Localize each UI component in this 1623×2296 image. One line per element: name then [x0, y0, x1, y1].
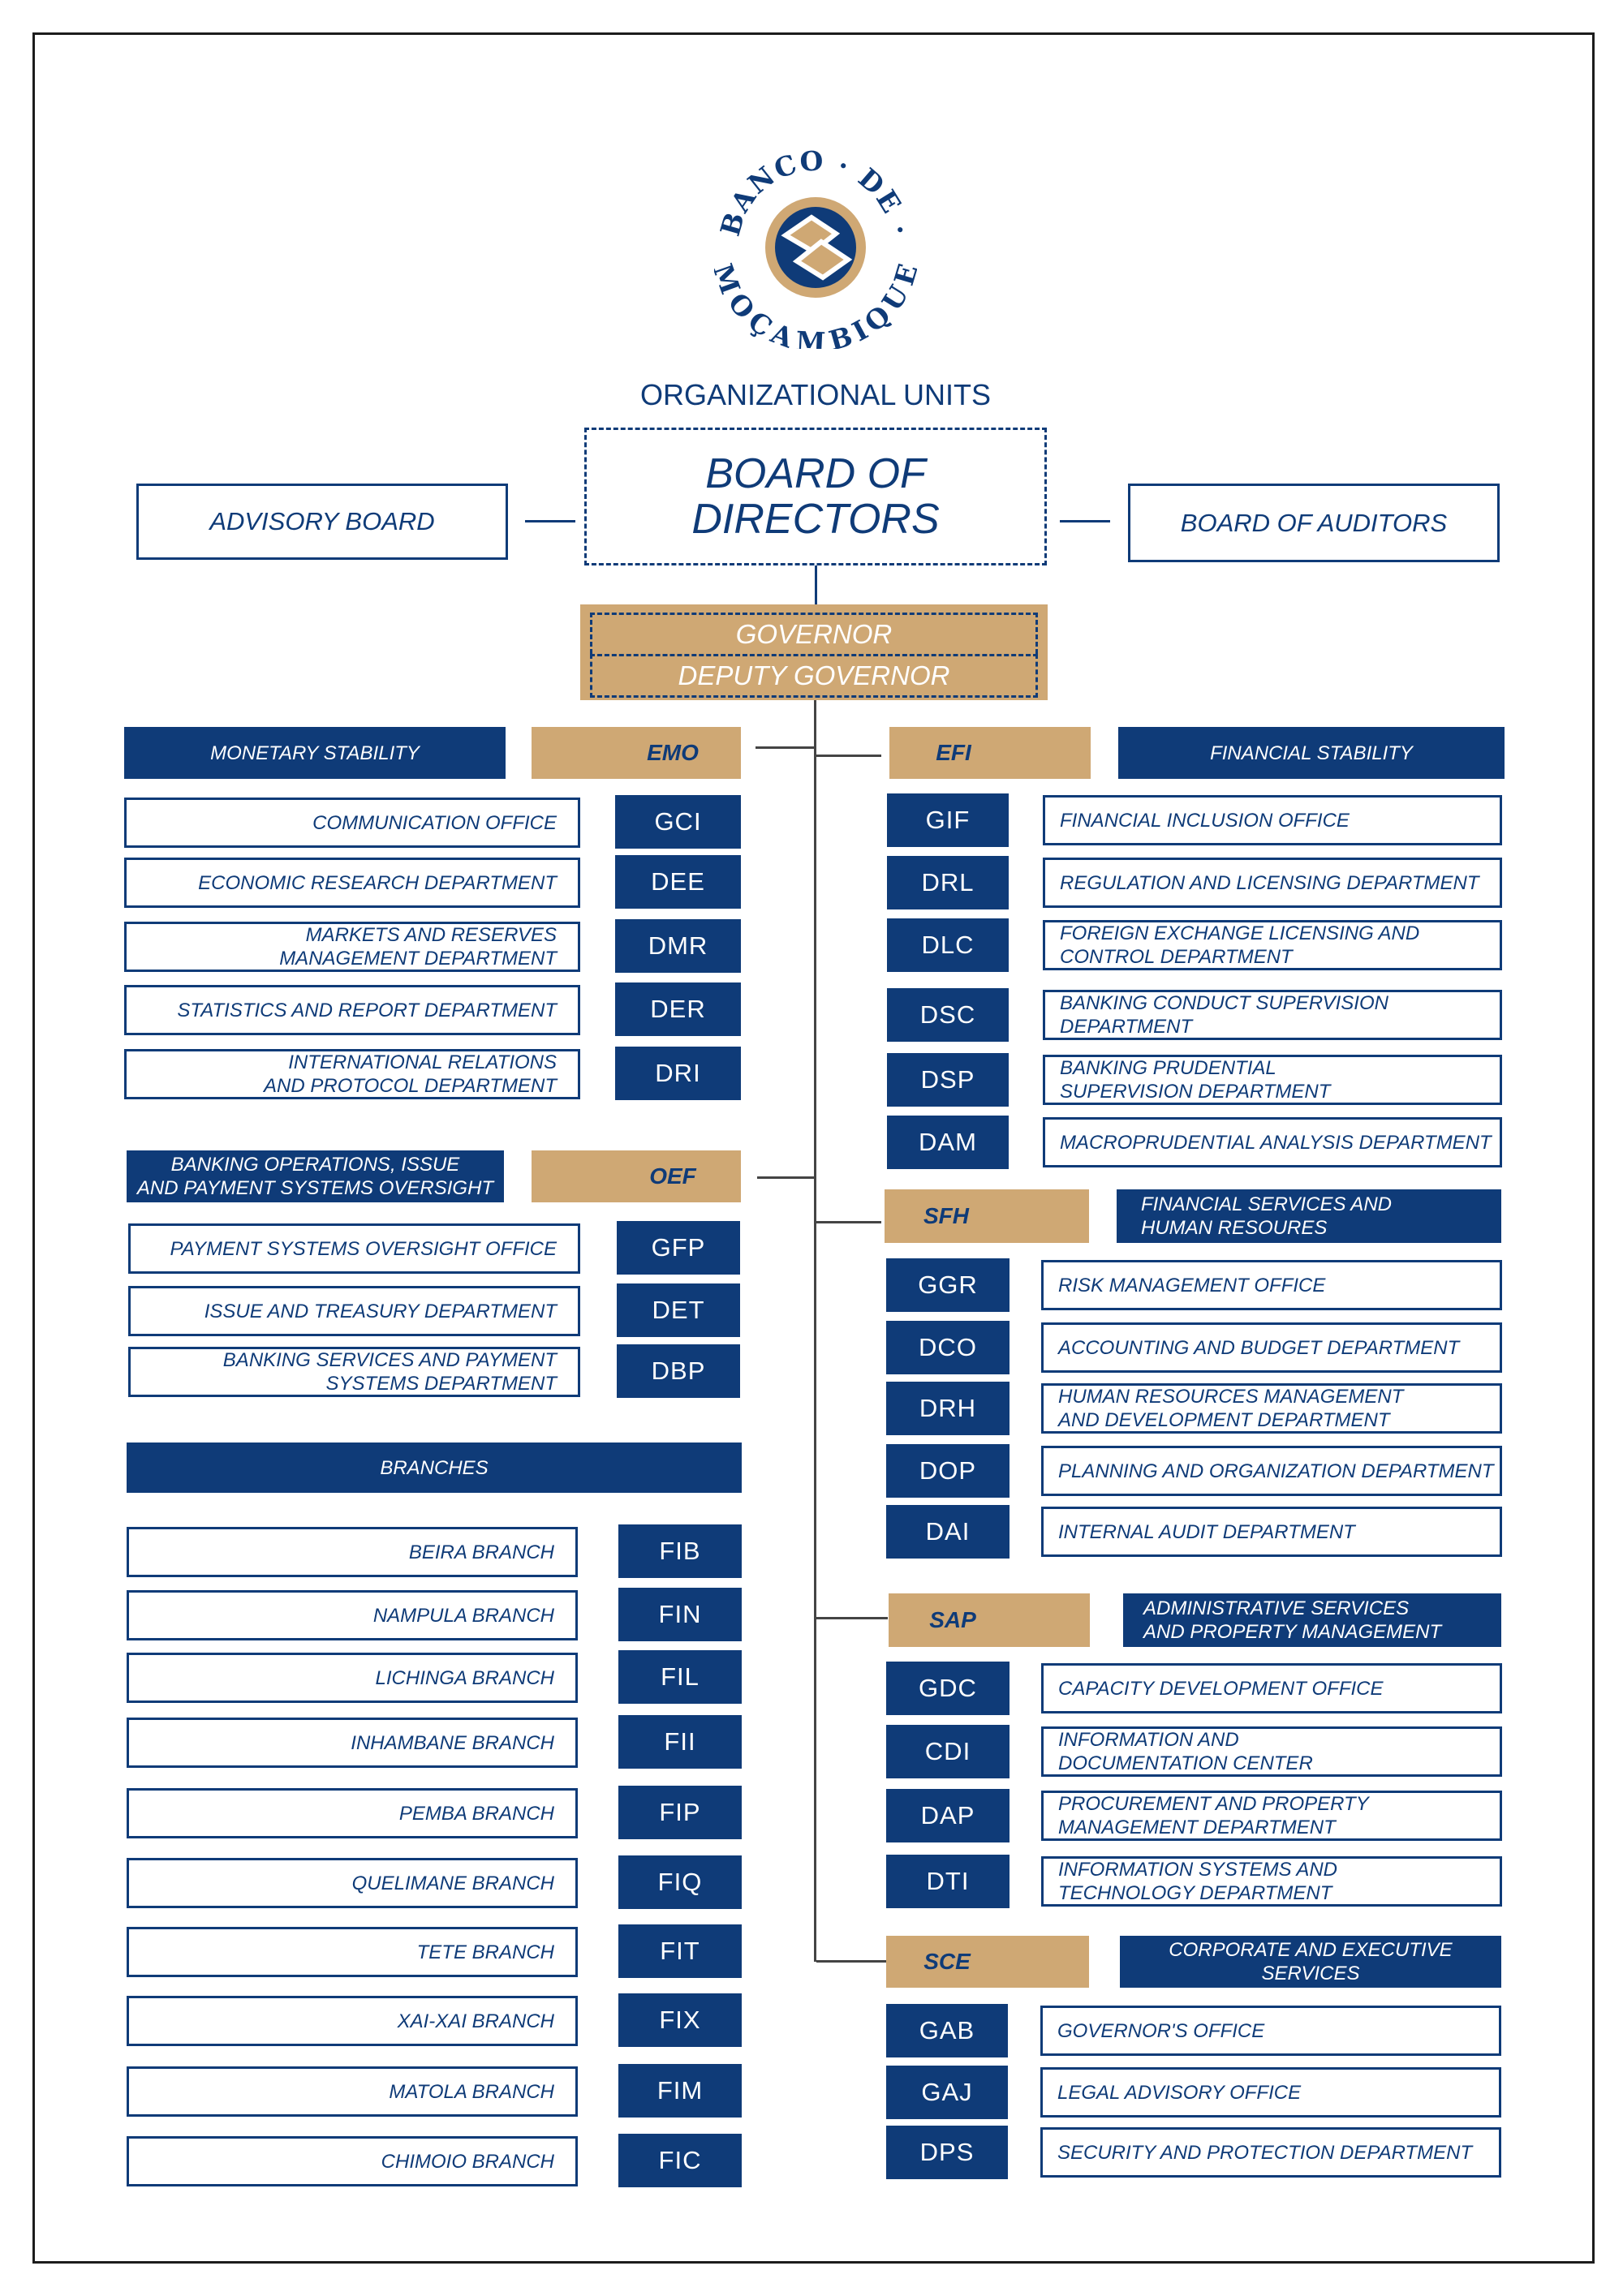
connector-oef: [757, 1176, 815, 1179]
connector-sap: [816, 1617, 888, 1619]
department-name-box: STATISTICS AND REPORT DEPARTMENT: [124, 985, 580, 1035]
governor-label: GOVERNOR: [590, 613, 1038, 654]
department-name-box: BANKING PRUDENTIAL SUPERVISION DEPARTMENT: [1043, 1055, 1502, 1105]
connector-efi: [816, 755, 881, 757]
department-name-box: HUMAN RESOURCES MANAGEMENT AND DEVELOPMENT DEPARTMENT: [1041, 1383, 1502, 1434]
department-name-box: REGULATION AND LICENSING DEPARTMENT: [1043, 858, 1502, 908]
department-name-box: CAPACITY DEVELOPMENT OFFICE: [1041, 1663, 1502, 1713]
sap-unit-badge: SAP: [889, 1593, 1090, 1647]
efi-area-header: FINANCIAL STABILITY: [1118, 727, 1505, 779]
department-code-box: DAM: [887, 1116, 1009, 1169]
department-name-box: INFORMATION AND DOCUMENTATION CENTER: [1041, 1726, 1502, 1777]
department-name-box: XAI-XAI BRANCH: [127, 1996, 578, 2046]
sap-area-header: ADMINISTRATIVE SERVICES AND PROPERTY MANAGEMENT: [1123, 1593, 1501, 1647]
advisory-board-box: ADVISORY BOARD: [136, 484, 508, 560]
department-name-box: LICHINGA BRANCH: [127, 1653, 578, 1703]
department-name-box: NAMPULA BRANCH: [127, 1590, 578, 1640]
department-code-box: DAP: [886, 1789, 1010, 1842]
department-name-box: TETE BRANCH: [127, 1927, 578, 1977]
department-code-box: DSP: [887, 1053, 1009, 1107]
board-of-auditors-box: BOARD OF AUDITORS: [1128, 484, 1500, 562]
connector-sce: [816, 1960, 886, 1963]
department-name-box: PAYMENT SYSTEMS OVERSIGHT OFFICE: [128, 1223, 580, 1274]
department-code-box: DAI: [886, 1505, 1010, 1559]
department-code-box: FIN: [618, 1588, 742, 1641]
department-code-box: DPS: [886, 2126, 1008, 2179]
page-title: ORGANIZATIONAL UNITS: [639, 378, 992, 411]
department-name-box: ISSUE AND TREASURY DEPARTMENT: [128, 1286, 580, 1336]
department-code-box: DET: [617, 1283, 740, 1337]
sfh-unit-badge: SFH: [885, 1189, 1089, 1243]
board-of-directors-box: [584, 428, 1047, 565]
department-code-box: FIQ: [618, 1855, 742, 1909]
emo-area-header: MONETARY STABILITY: [124, 727, 506, 779]
department-name-box: MACROPRUDENTIAL ANALYSIS DEPARTMENT: [1043, 1117, 1502, 1167]
department-code-box: CDI: [886, 1725, 1010, 1778]
department-name-box: MATOLA BRANCH: [127, 2066, 578, 2117]
connector-sfh: [816, 1221, 881, 1223]
department-code-box: DSC: [887, 988, 1009, 1042]
department-code-box: GAJ: [886, 2066, 1008, 2119]
bank-logo: [714, 146, 917, 349]
department-name-box: ACCOUNTING AND BUDGET DEPARTMENT: [1041, 1322, 1502, 1373]
department-name-box: PLANNING AND ORGANIZATION DEPARTMENT: [1041, 1446, 1502, 1496]
department-code-box: DMR: [615, 919, 741, 973]
department-code-box: DEE: [615, 855, 741, 909]
department-code-box: FIB: [618, 1524, 742, 1578]
board-governor-connector: [815, 565, 817, 604]
department-name-box: COMMUNICATION OFFICE: [124, 798, 580, 848]
department-name-box: PROCUREMENT AND PROPERTY MANAGEMENT DEPARTMENT: [1041, 1791, 1502, 1841]
department-code-box: DRH: [886, 1382, 1010, 1435]
sce-area-header: CORPORATE AND EXECUTIVE SERVICES: [1120, 1936, 1501, 1988]
department-name-box: LEGAL ADVISORY OFFICE: [1040, 2067, 1501, 2118]
department-code-box: FIM: [618, 2064, 742, 2118]
department-name-box: BEIRA BRANCH: [127, 1527, 578, 1577]
department-code-box: DOP: [886, 1444, 1010, 1498]
department-name-box: FOREIGN EXCHANGE LICENSING AND CONTROL DEPARTMENT: [1043, 920, 1502, 970]
advisory-connector: [525, 520, 575, 522]
department-code-box: DTI: [886, 1855, 1010, 1908]
department-name-box: RISK MANAGEMENT OFFICE: [1041, 1260, 1502, 1310]
svg-text:MOÇAMBIQUE: OÇAMBIQU: [721, 278, 915, 349]
department-code-box: GDC: [886, 1662, 1010, 1715]
connector-emo: [756, 746, 815, 749]
board-directors-line2: DIRECTORS: [691, 496, 940, 543]
oef-area-header: BANKING OPERATIONS, ISSUE AND PAYMENT SYSTEMS OVERSIGHT: [127, 1150, 504, 1202]
department-code-box: GAB: [886, 2004, 1008, 2057]
department-name-box: INTERNATIONAL RELATIONS AND PROTOCOL DEPARTMENT: [124, 1049, 580, 1099]
department-code-box: FIX: [618, 1993, 742, 2047]
main-trunk-line: [814, 700, 816, 1962]
department-code-box: FIL: [618, 1650, 742, 1704]
emo-unit-badge: EMO: [532, 727, 741, 779]
department-code-box: GIF: [887, 793, 1009, 847]
oef-unit-badge: OEF: [532, 1150, 741, 1202]
deputy-governor-label: DEPUTY GOVERNOR: [590, 654, 1038, 698]
department-code-box: GGR: [886, 1258, 1010, 1312]
department-name-box: INFORMATION SYSTEMS AND TECHNOLOGY DEPARTMENT: [1041, 1856, 1502, 1907]
department-code-box: DRI: [615, 1047, 741, 1100]
sfh-area-header: FINANCIAL SERVICES AND HUMAN RESOURES: [1117, 1189, 1501, 1243]
board-directors-line1: BOARD OF: [705, 450, 926, 497]
department-name-box: FINANCIAL INCLUSION OFFICE: [1043, 795, 1502, 845]
department-name-box: INTERNAL AUDIT DEPARTMENT: [1041, 1507, 1502, 1557]
governor-box: [580, 604, 1048, 700]
department-code-box: DER: [615, 982, 741, 1036]
department-name-box: CHIMOIO BRANCH: [127, 2136, 578, 2186]
efi-unit-badge: EFI: [889, 727, 1091, 779]
branches-area-header: BRANCHES: [127, 1443, 742, 1493]
department-name-box: GOVERNOR'S OFFICE: [1040, 2006, 1501, 2056]
sce-unit-badge: SCE: [886, 1936, 1089, 1988]
department-code-box: FIP: [618, 1786, 742, 1839]
department-code-box: FII: [618, 1715, 742, 1769]
department-code-box: DLC: [887, 918, 1009, 972]
department-code-box: DCO: [886, 1321, 1010, 1374]
department-code-box: DRL: [887, 856, 1009, 909]
department-name-box: SECURITY AND PROTECTION DEPARTMENT: [1040, 2127, 1501, 2178]
department-name-box: PEMBA BRANCH: [127, 1788, 578, 1838]
department-code-box: DBP: [617, 1344, 740, 1398]
department-name-box: QUELIMANE BRANCH: [127, 1858, 578, 1908]
department-code-box: FIT: [618, 1924, 742, 1978]
auditors-connector: [1060, 520, 1110, 522]
department-name-box: BANKING SERVICES AND PAYMENT SYSTEMS DEPARTMENT: [128, 1347, 580, 1397]
department-name-box: MARKETS AND RESERVES MANAGEMENT DEPARTMENT: [124, 922, 580, 972]
svg-text:BANCO · DE ·: BANCO · DE ·: [714, 146, 917, 240]
department-code-box: FIC: [618, 2134, 742, 2187]
department-name-box: ECONOMIC RESEARCH DEPARTMENT: [124, 858, 580, 908]
department-name-box: INHAMBANE BRANCH: [127, 1718, 578, 1768]
department-code-box: GCI: [615, 795, 741, 849]
department-name-box: BANKING CONDUCT SUPERVISION DEPARTMENT: [1043, 990, 1502, 1040]
department-code-box: GFP: [617, 1221, 740, 1275]
